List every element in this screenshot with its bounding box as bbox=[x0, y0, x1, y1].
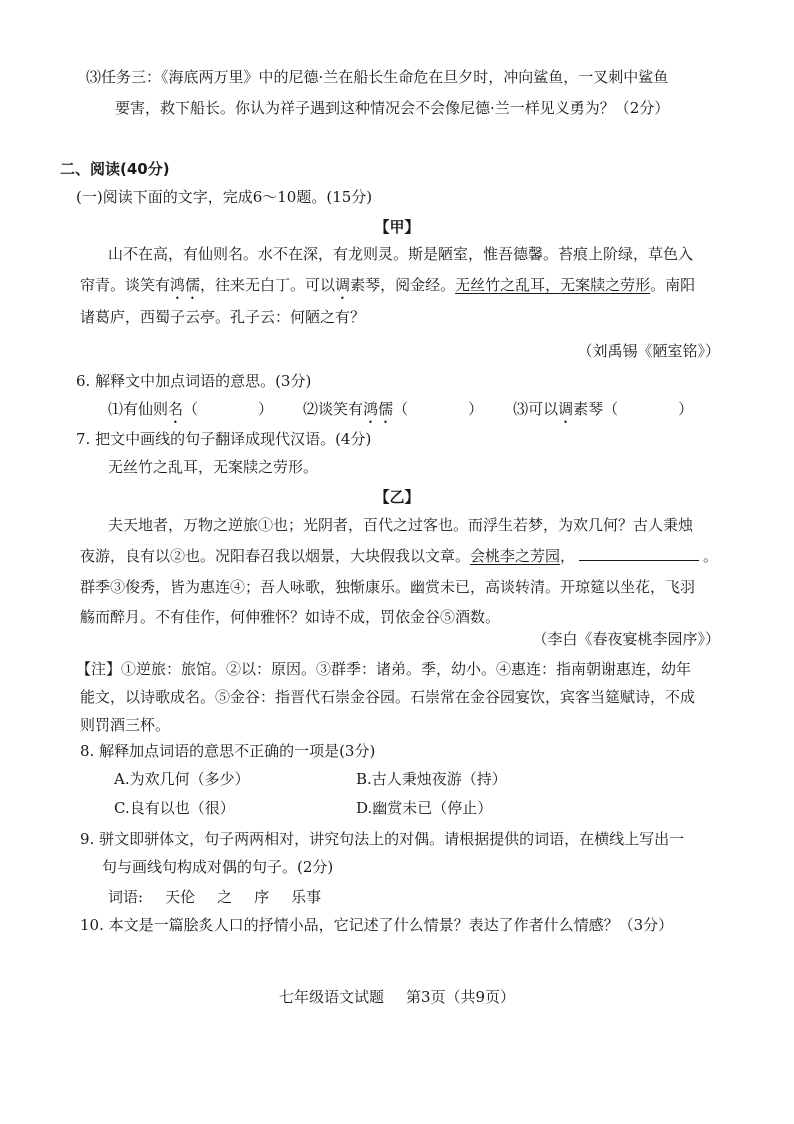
q9-word-1: 天伦 bbox=[165, 888, 196, 906]
yi-line3: 群季③俊秀，皆为惠连④；吾人咏歌，独惭康乐。幽赏未已，高谈转清。开琼筵以坐花，飞羽 bbox=[80, 578, 696, 596]
q8-option-a: A.为欢几何（多少） bbox=[114, 770, 250, 788]
yi-source: （李白《春夜宴桃李园序》） bbox=[532, 630, 720, 648]
q9-line2: 句与画线句构成对偶的句子。(2分) bbox=[102, 858, 334, 876]
q9-words bbox=[108, 886, 321, 908]
yi-line4: 觞而醉月。不有佳作，何伸雅怀？如诗不成，罚依金谷⑤酒数。 bbox=[80, 608, 501, 626]
q10-stem: 10. 本文是一篇脍炙人口的抒情小品，它记述了什么情景？表达了作者什么情感？（3分） bbox=[80, 916, 674, 934]
answer-blank[interactable] bbox=[579, 546, 699, 561]
note-line1: 【注】①逆旅：旅馆。②以：原因。③群季：诸弟。季，幼小。④惠连：指南朝谢惠连，幼年 bbox=[76, 660, 692, 678]
part1-intro: (一)阅读下面的文字，完成6～10题。(15分) bbox=[76, 188, 373, 206]
note-line3: 则罚酒三杯。 bbox=[80, 716, 171, 734]
jia-line2-b: ，往来无白丁。可以 bbox=[200, 276, 336, 294]
task3-line2: 要害，救下船长。你认为祥子遇到这种情况会不会像尼德·兰一样见义勇为？（2分） bbox=[115, 99, 670, 117]
page-footer bbox=[0, 986, 794, 1008]
jia-source: （刘禹锡《陋室铭》） bbox=[577, 342, 720, 360]
footer-page-number: 第3页（共9页） bbox=[405, 988, 516, 1006]
jia-dotted-tiao: 调 bbox=[335, 276, 351, 294]
jia-line1: 山不在高，有仙则名。水不在深，有龙则灵。斯是陋室，惟吾德馨。苔痕上阶绿，草色入 bbox=[108, 245, 694, 263]
footer-exam-title: 七年级语文试题 bbox=[278, 988, 384, 1006]
jia-line2-a: 帘青。谈笑有 bbox=[80, 276, 171, 294]
q6-c: ⑶可以调素琴（ ） bbox=[513, 400, 694, 418]
q6-a: ⑴有仙则名（ ） bbox=[108, 400, 274, 418]
yi-line2: 夜游，良有以②也。况阳春召我以烟景，大块假我以文章。会桃李之芳园， 。 bbox=[80, 547, 719, 565]
q7-sentence: 无丝竹之乱耳，无案牍之劳形。 bbox=[108, 458, 319, 476]
jia-underlined-sentence: 无丝竹之乱耳，无案牍之劳形 bbox=[455, 276, 651, 294]
q6-options bbox=[108, 398, 693, 427]
jia-line2-d: 。南阳 bbox=[650, 276, 696, 294]
q8-option-c: C.良有以也（很） bbox=[114, 799, 235, 817]
q9-line1: 9. 骈文即骈体文，句子两两相对，讲究句法上的对偶。请根据提供的词语，在横线上写出一 bbox=[80, 830, 685, 848]
q8-option-d: D.幽赏未已（停止） bbox=[356, 799, 493, 817]
q9-word-4: 乐事 bbox=[291, 888, 322, 906]
yi-underlined-sentence: 会桃李之芳园 bbox=[470, 547, 561, 565]
q9-word-2: 之 bbox=[217, 888, 233, 906]
q8-option-b: B.古人秉烛夜游（持） bbox=[356, 770, 507, 788]
q6-b: ⑵谈笑有鸿儒（ ） bbox=[303, 400, 484, 418]
q9-words-label: 词语: bbox=[108, 888, 144, 906]
jia-line2-c: 素琴，阅金经。 bbox=[350, 276, 456, 294]
q7-stem: 7. 把文中画线的句子翻译成现代汉语。(4分) bbox=[76, 430, 372, 448]
yi-line1: 夫天地者，万物之逆旅①也；光阴者，百代之过客也。而浮生若梦，为欢几何？古人秉烛 bbox=[108, 516, 694, 534]
section2-title: 二、阅读(40分) bbox=[60, 160, 170, 178]
yi-heading: 【乙】 bbox=[374, 488, 420, 506]
q6-stem: 6. 解释文中加点词语的意思。(3分) bbox=[76, 372, 312, 390]
jia-dotted-hongru: 鸿儒 bbox=[170, 276, 201, 294]
jia-heading: 【甲】 bbox=[374, 218, 420, 236]
note-line2: 能文，以诗歌成名。⑤金谷：指晋代石崇金谷园。石崇常在金谷园宴饮，宾客当筵赋诗，不成 bbox=[80, 688, 696, 706]
jia-line3: 诸葛庐，西蜀子云亭。孔子云：何陋之有？ bbox=[80, 308, 366, 326]
q8-stem: 8. 解释加点词语的意思不正确的一项是(3分) bbox=[80, 742, 376, 760]
q9-word-3: 序 bbox=[254, 888, 270, 906]
task3-line1: ⑶任务三：《海底两万里》中的尼德·兰在船长生命危在旦夕时，冲向鲨鱼，一叉刺中鲨鱼 bbox=[86, 68, 669, 86]
jia-line2 bbox=[80, 274, 695, 303]
